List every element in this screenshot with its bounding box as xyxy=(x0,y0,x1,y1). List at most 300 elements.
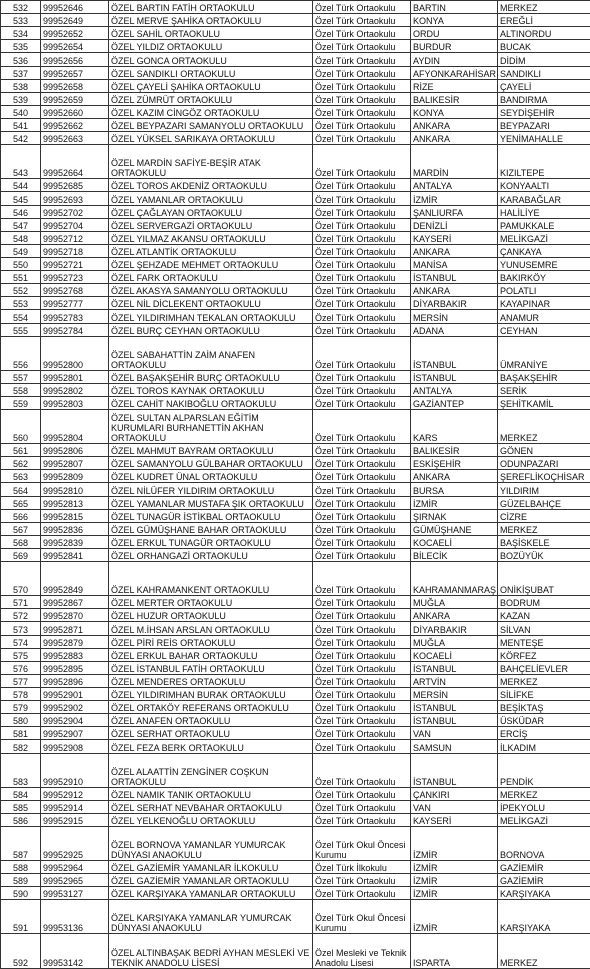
school-name-cell: ÖZEL KUDRET ÜNAL ORTAOKULU xyxy=(109,470,313,483)
province-cell: İZMİR xyxy=(411,496,498,509)
institution-code-cell: 99953127 xyxy=(41,887,109,900)
institution-code-cell: 99952901 xyxy=(41,687,109,700)
district-cell: KIZILTEPE xyxy=(498,145,590,179)
school-name-cell: ÖZEL SERHAT ORTAOKULU xyxy=(109,727,313,740)
row-number-cell: 573 xyxy=(1,622,41,635)
school-type-cell: Özel Türk Ortaokulu xyxy=(313,874,411,887)
province-cell: BURDUR xyxy=(411,40,498,53)
institution-code-cell: 99952813 xyxy=(41,496,109,509)
province-cell: İSTANBUL xyxy=(411,714,498,727)
province-cell: BALIKESİR xyxy=(411,444,498,457)
district-cell: KONYAALTI xyxy=(498,179,590,192)
school-name-cell: ÖZEL KAHRAMANKENT ORTAOKULU xyxy=(109,562,313,596)
table-row xyxy=(1,900,590,934)
province-cell: İZMİR xyxy=(411,826,498,860)
district-cell: SEYDİŞEHİR xyxy=(498,105,590,118)
district-cell: KARŞIYAKA xyxy=(498,887,590,900)
province-cell: İSTANBUL xyxy=(411,701,498,714)
row-number-cell: 540 xyxy=(1,105,41,118)
province-cell: ARTVİN xyxy=(411,674,498,687)
district-cell: BEŞİKTAŞ xyxy=(498,701,590,714)
district-cell: MELİKGAZİ xyxy=(498,231,590,244)
table-row xyxy=(1,861,590,874)
school-type-cell: Özel Türk Ortaokulu xyxy=(313,310,411,323)
institution-code-cell: 99952721 xyxy=(41,257,109,270)
school-type-cell: Özel Türk Ortaokulu xyxy=(313,284,411,297)
table-row xyxy=(1,800,590,813)
province-cell: DİYARBAKIR xyxy=(411,297,498,310)
school-type-cell: Özel Türk Ortaokulu xyxy=(313,323,411,336)
province-cell: İZMİR xyxy=(411,887,498,900)
school-name-cell: ÖZEL NAMIK TANIK ORTAOKULU xyxy=(109,787,313,800)
table-row xyxy=(1,179,590,192)
institution-code-cell: 99952849 xyxy=(41,562,109,596)
school-type-cell: Özel Türk Ortaokulu xyxy=(313,635,411,648)
school-type-cell: Özel Türk Ortaokulu xyxy=(313,535,411,548)
school-name-cell: ÖZEL SERHAT NEVBAHAR ORTAOKULU xyxy=(109,800,313,813)
school-name-cell: ÖZEL BEYPAZARI SAMANYOLU ORTAOKULU xyxy=(109,118,313,131)
institution-code-cell: 99952804 xyxy=(41,410,109,444)
row-number-cell: 590 xyxy=(1,887,41,900)
table-row xyxy=(1,271,590,284)
table-row xyxy=(1,753,590,787)
institution-code-cell: 99952907 xyxy=(41,727,109,740)
district-cell: BEYPAZARI xyxy=(498,118,590,131)
row-number-cell: 554 xyxy=(1,310,41,323)
school-name-cell: ÖZEL BURÇ CEYHAN ORTAOKULU xyxy=(109,323,313,336)
school-name-cell: ÖZEL GAZİEMİR YAMANLAR ORTAOKULU xyxy=(109,874,313,887)
province-cell: DİYARBAKIR xyxy=(411,622,498,635)
table-row xyxy=(1,648,590,661)
district-cell: MERKEZ xyxy=(498,522,590,535)
table-row xyxy=(1,470,590,483)
row-number-cell: 568 xyxy=(1,535,41,548)
province-cell: VAN xyxy=(411,727,498,740)
district-cell: ÜMRANİYE xyxy=(498,336,590,370)
school-name-cell: ÖZEL MARDİN SAFİYE-BEŞİR ATAK ORTAOKULU xyxy=(109,145,313,179)
school-name-cell: ÖZEL SAHİL ORTAOKULU xyxy=(109,27,313,40)
province-cell: BURSA xyxy=(411,483,498,496)
school-name-cell: ÖZEL GONCA ORTAOKULU xyxy=(109,53,313,66)
school-name-cell: ÖZEL MERVE ŞAHİKA ORTAOKULU xyxy=(109,14,313,27)
table-row xyxy=(1,336,590,370)
table-row xyxy=(1,370,590,383)
province-cell: ESKİŞEHİR xyxy=(411,457,498,470)
row-number-cell: 555 xyxy=(1,323,41,336)
school-name-cell: ÖZEL ALAATTİN ZENGİNER COŞKUN ORTAOKULU xyxy=(109,753,313,787)
row-number-cell: 552 xyxy=(1,284,41,297)
district-cell: GÖNEN xyxy=(498,444,590,457)
school-name-cell: ÖZEL SABAHATTİN ZAİM ANAFEN ORTAOKULU xyxy=(109,336,313,370)
district-cell: SİLVAN xyxy=(498,622,590,635)
school-type-cell: Özel Türk İlkokulu xyxy=(313,861,411,874)
province-cell: ŞANLIURFA xyxy=(411,205,498,218)
district-cell: BANDIRMA xyxy=(498,92,590,105)
row-number-cell: 591 xyxy=(1,900,41,934)
province-cell: KARS xyxy=(411,410,498,444)
district-cell: GAZİEMİR xyxy=(498,874,590,887)
row-number-cell: 551 xyxy=(1,271,41,284)
table-row xyxy=(1,284,590,297)
institution-code-cell: 99952867 xyxy=(41,596,109,609)
table-row xyxy=(1,635,590,648)
school-name-cell: ÖZEL NİLÜFER YILDIRIM ORTAOKULU xyxy=(109,483,313,496)
institution-code-cell: 99952883 xyxy=(41,648,109,661)
institution-code-cell: 99952912 xyxy=(41,787,109,800)
district-cell: DİDİM xyxy=(498,53,590,66)
province-cell: ANKARA xyxy=(411,132,498,145)
province-cell: İZMİR xyxy=(411,192,498,205)
table-row xyxy=(1,27,590,40)
row-number-cell: 547 xyxy=(1,218,41,231)
row-number-cell: 586 xyxy=(1,813,41,826)
row-number-cell: 585 xyxy=(1,800,41,813)
school-type-cell: Özel Türk Ortaokulu xyxy=(313,661,411,674)
institution-code-cell: 99952658 xyxy=(41,79,109,92)
province-cell: BARTIN xyxy=(411,1,498,14)
school-type-cell: Özel Türk Ortaokulu xyxy=(313,218,411,231)
school-name-cell: ÖZEL MERTER ORTAOKULU xyxy=(109,596,313,609)
school-type-cell: Özel Türk Ortaokulu xyxy=(313,336,411,370)
school-name-cell: ÖZEL KARŞIYAKA YAMANLAR YUMURCAK DÜNYASI ANAOKULU xyxy=(109,900,313,934)
province-cell: MANİSA xyxy=(411,257,498,270)
institution-code-cell: 99952664 xyxy=(41,145,109,179)
table-row xyxy=(1,383,590,396)
district-cell: YUNUSEMRE xyxy=(498,257,590,270)
row-number-cell: 538 xyxy=(1,79,41,92)
table-row xyxy=(1,457,590,470)
school-name-cell: ÖZEL SULTAN ALPARSLAN EĞİTİM KURUMLARI BURHANETTİN AKHAN ORTAOKULU xyxy=(109,410,313,444)
school-name-cell: ÖZEL TUNAGÜR İSTİKBAL ORTAOKULU xyxy=(109,509,313,522)
table-row xyxy=(1,483,590,496)
school-type-cell: Özel Türk Ortaokulu xyxy=(313,145,411,179)
province-cell: MARDİN xyxy=(411,145,498,179)
school-type-cell: Özel Türk Ortaokulu xyxy=(313,1,411,14)
table-row xyxy=(1,714,590,727)
table-row xyxy=(1,192,590,205)
table-row xyxy=(1,934,590,968)
institution-code-cell: 99952815 xyxy=(41,509,109,522)
province-cell: MERSİN xyxy=(411,687,498,700)
school-type-cell: Özel Türk Ortaokulu xyxy=(313,53,411,66)
row-number-cell: 579 xyxy=(1,701,41,714)
school-type-cell: Özel Türk Ortaokulu xyxy=(313,297,411,310)
table-row xyxy=(1,535,590,548)
school-type-cell: Özel Türk Ortaokulu xyxy=(313,14,411,27)
institution-code-cell: 99952685 xyxy=(41,179,109,192)
district-cell: MERKEZ xyxy=(498,934,590,968)
institution-code-cell: 99952914 xyxy=(41,800,109,813)
row-number-cell: 545 xyxy=(1,192,41,205)
school-type-cell: Özel Türk Ortaokulu xyxy=(313,753,411,787)
school-type-cell: Özel Türk Ortaokulu xyxy=(313,887,411,900)
row-number-cell: 565 xyxy=(1,496,41,509)
row-number-cell: 542 xyxy=(1,132,41,145)
school-type-cell: Özel Türk Ortaokulu xyxy=(313,648,411,661)
province-cell: KOCAELİ xyxy=(411,648,498,661)
school-type-cell: Özel Türk Ortaokulu xyxy=(313,444,411,457)
province-cell: MERSİN xyxy=(411,310,498,323)
institution-code-cell: 99952800 xyxy=(41,336,109,370)
province-cell: ANKARA xyxy=(411,244,498,257)
district-cell: YENİMAHALLE xyxy=(498,132,590,145)
school-name-cell: ÖZEL GAZİEMİR YAMANLAR İLKOKULU xyxy=(109,861,313,874)
district-cell: MENTEŞE xyxy=(498,635,590,648)
table-row xyxy=(1,53,590,66)
row-number-cell: 539 xyxy=(1,92,41,105)
province-cell: ORDU xyxy=(411,27,498,40)
row-number-cell: 580 xyxy=(1,714,41,727)
row-number-cell: 566 xyxy=(1,509,41,522)
district-cell: BAŞAKŞEHİR xyxy=(498,370,590,383)
school-name-cell: ÖZEL YELKENOĞLU ORTAOKULU xyxy=(109,813,313,826)
school-name-cell: ÖZEL ANAFEN ORTAOKULU xyxy=(109,714,313,727)
row-number-cell: 582 xyxy=(1,740,41,753)
table-row xyxy=(1,323,590,336)
school-name-cell: ÖZEL İSTANBUL FATİH ORTAOKULU xyxy=(109,661,313,674)
table-row xyxy=(1,244,590,257)
institution-code-cell: 99952802 xyxy=(41,383,109,396)
school-type-cell: Özel Türk Ortaokulu xyxy=(313,687,411,700)
row-number-cell: 563 xyxy=(1,470,41,483)
school-type-cell: Özel Türk Ortaokulu xyxy=(313,271,411,284)
institution-code-cell: 99952810 xyxy=(41,483,109,496)
institution-code-cell: 99952839 xyxy=(41,535,109,548)
district-cell: ŞEHİTKAMİL xyxy=(498,396,590,409)
school-type-cell: Özel Türk Ortaokulu xyxy=(313,562,411,596)
district-cell: KARABAĞLAR xyxy=(498,192,590,205)
school-type-cell: Özel Türk Ortaokulu xyxy=(313,383,411,396)
row-number-cell: 567 xyxy=(1,522,41,535)
school-name-cell: ÖZEL TOROS AKDENİZ ORTAOKULU xyxy=(109,179,313,192)
school-name-cell: ÖZEL ŞEHZADE MEHMET ORTAOKULU xyxy=(109,257,313,270)
district-cell: BAŞİSKELE xyxy=(498,535,590,548)
district-cell: ODUNPAZARI xyxy=(498,457,590,470)
district-cell: BODRUM xyxy=(498,596,590,609)
province-cell: İZMİR xyxy=(411,874,498,887)
table-row xyxy=(1,787,590,800)
row-number-cell: 587 xyxy=(1,826,41,860)
institution-code-cell: 99952807 xyxy=(41,457,109,470)
institution-code-cell: 99952718 xyxy=(41,244,109,257)
school-type-cell: Özel Türk Okul Öncesi Kurumu xyxy=(313,900,411,934)
province-cell: GAZİANTEP xyxy=(411,396,498,409)
province-cell: KAYSERİ xyxy=(411,231,498,244)
school-type-cell: Özel Türk Ortaokulu xyxy=(313,470,411,483)
table-row xyxy=(1,257,590,270)
school-name-cell: ÖZEL KARŞIYAKA YAMANLAR ORTAOKULU xyxy=(109,887,313,900)
district-cell: ÇAYELİ xyxy=(498,79,590,92)
table-row xyxy=(1,562,590,596)
school-name-cell: ÖZEL YAMANLAR ORTAOKULU xyxy=(109,192,313,205)
school-type-cell: Özel Türk Ortaokulu xyxy=(313,79,411,92)
district-cell: BAHÇELİEVLER xyxy=(498,661,590,674)
school-type-cell: Özel Türk Ortaokulu xyxy=(313,800,411,813)
institution-code-cell: 99952723 xyxy=(41,271,109,284)
school-name-cell: ÖZEL YILDIZ ORTAOKULU xyxy=(109,40,313,53)
school-type-cell: Özel Türk Ortaokulu xyxy=(313,192,411,205)
district-cell: HALİLİYE xyxy=(498,205,590,218)
institution-code-cell: 99952964 xyxy=(41,861,109,874)
row-number-cell: 589 xyxy=(1,874,41,887)
table-row xyxy=(1,118,590,131)
school-type-cell: Özel Türk Ortaokulu xyxy=(313,549,411,562)
table-row xyxy=(1,596,590,609)
district-cell: ANAMUR xyxy=(498,310,590,323)
table-row xyxy=(1,92,590,105)
school-name-cell: ÖZEL SANDIKLI ORTAOKULU xyxy=(109,66,313,79)
province-cell: ANTALYA xyxy=(411,383,498,396)
school-type-cell: Özel Türk Ortaokulu xyxy=(313,496,411,509)
institution-code-cell: 99953142 xyxy=(41,934,109,968)
school-type-cell: Özel Türk Ortaokulu xyxy=(313,244,411,257)
province-cell: ANKARA xyxy=(411,118,498,131)
institution-code-cell: 99952704 xyxy=(41,218,109,231)
province-cell: DENİZLİ xyxy=(411,218,498,231)
district-cell: ALTINORDU xyxy=(498,27,590,40)
institution-code-cell: 99952895 xyxy=(41,661,109,674)
row-number-cell: 569 xyxy=(1,549,41,562)
province-cell: MUĞLA xyxy=(411,596,498,609)
institution-code-cell: 99952803 xyxy=(41,396,109,409)
table-row xyxy=(1,132,590,145)
district-cell: ERCİŞ xyxy=(498,727,590,740)
row-number-cell: 588 xyxy=(1,861,41,874)
school-type-cell: Özel Türk Ortaokulu xyxy=(313,231,411,244)
row-number-cell: 592 xyxy=(1,934,41,968)
school-type-cell: Özel Türk Ortaokulu xyxy=(313,118,411,131)
institution-code-cell: 99952693 xyxy=(41,192,109,205)
school-name-cell: ÖZEL ERKUL TUNAGÜR ORTAOKULU xyxy=(109,535,313,548)
district-cell: İLKADIM xyxy=(498,740,590,753)
district-cell: KARŞIYAKA xyxy=(498,900,590,934)
row-number-cell: 557 xyxy=(1,370,41,383)
district-cell: KAYAPINAR xyxy=(498,297,590,310)
school-type-cell: Özel Türk Ortaokulu xyxy=(313,92,411,105)
school-name-cell: ÖZEL ÇAYELİ ŞAHİKA ORTAOKULU xyxy=(109,79,313,92)
row-number-cell: 571 xyxy=(1,596,41,609)
institution-code-cell: 99952965 xyxy=(41,874,109,887)
table-row xyxy=(1,410,590,444)
table-row xyxy=(1,701,590,714)
school-name-cell: ÖZEL M.İHSAN ARSLAN ORTAOKULU xyxy=(109,622,313,635)
district-cell: MERKEZ xyxy=(498,674,590,687)
institution-code-cell: 99952662 xyxy=(41,118,109,131)
institution-code-cell: 99952915 xyxy=(41,813,109,826)
school-name-cell: ÖZEL YAMANLAR MUSTAFA ŞIK ORTAOKULU xyxy=(109,496,313,509)
row-number-cell: 549 xyxy=(1,244,41,257)
school-name-cell: ÖZEL YILMAZ AKANSU ORTAOKULU xyxy=(109,231,313,244)
province-cell: BİLECİK xyxy=(411,549,498,562)
school-type-cell: Özel Türk Ortaokulu xyxy=(313,813,411,826)
school-name-cell: ÖZEL ÇAĞLAYAN ORTAOKULU xyxy=(109,205,313,218)
district-cell: BAKIRKÖY xyxy=(498,271,590,284)
row-number-cell: 548 xyxy=(1,231,41,244)
institution-code-cell: 99952660 xyxy=(41,105,109,118)
institution-code-cell: 99952925 xyxy=(41,826,109,860)
school-name-cell: ÖZEL AKASYA SAMANYOLU ORTAOKULU xyxy=(109,284,313,297)
table-row xyxy=(1,887,590,900)
row-number-cell: 576 xyxy=(1,661,41,674)
table-row xyxy=(1,674,590,687)
school-name-cell: ÖZEL YILDIRIMHAN TEKALAN ORTAOKULU xyxy=(109,310,313,323)
institution-code-cell: 99952646 xyxy=(41,1,109,14)
school-name-cell: ÖZEL YILDIRIMHAN BURAK ORTAOKULU xyxy=(109,687,313,700)
table-row xyxy=(1,740,590,753)
district-cell: CİZRE xyxy=(498,509,590,522)
district-cell: PAMUKKALE xyxy=(498,218,590,231)
district-cell: ŞEREFLİKOÇHİSAR xyxy=(498,470,590,483)
school-list-body xyxy=(1,1,590,969)
district-cell: PENDİK xyxy=(498,753,590,787)
province-cell: BALIKESİR xyxy=(411,92,498,105)
institution-code-cell: 99952649 xyxy=(41,14,109,27)
school-name-cell: ÖZEL ALTINBAŞAK BEDRİ AYHAN MESLEKİ VE TEKNİK ANADOLU LİSESİ xyxy=(109,934,313,968)
district-cell: MERKEZ xyxy=(498,410,590,444)
table-row xyxy=(1,687,590,700)
row-number-cell: 577 xyxy=(1,674,41,687)
institution-code-cell: 99952712 xyxy=(41,231,109,244)
district-cell: SİLİFKE xyxy=(498,687,590,700)
school-name-cell: ÖZEL CAHİT NAKIBOĞLU ORTAOKULU xyxy=(109,396,313,409)
row-number-cell: 536 xyxy=(1,53,41,66)
province-cell: KOCAELİ xyxy=(411,535,498,548)
table-row xyxy=(1,79,590,92)
row-number-cell: 543 xyxy=(1,145,41,179)
province-cell: KAHRAMANMARAŞ xyxy=(411,562,498,596)
province-cell: KONYA xyxy=(411,105,498,118)
institution-code-cell: 99952652 xyxy=(41,27,109,40)
institution-code-cell: 99952809 xyxy=(41,470,109,483)
school-name-cell: ÖZEL ORTAKÖY REFERANS ORTAOKULU xyxy=(109,701,313,714)
institution-code-cell: 99952871 xyxy=(41,622,109,635)
institution-code-cell: 99952904 xyxy=(41,714,109,727)
school-type-cell: Özel Türk Ortaokulu xyxy=(313,40,411,53)
institution-code-cell: 99952870 xyxy=(41,609,109,622)
district-cell: MELİKGAZİ xyxy=(498,813,590,826)
province-cell: ANKARA xyxy=(411,609,498,622)
district-cell: MERKEZ xyxy=(498,787,590,800)
table-row xyxy=(1,66,590,79)
table-row xyxy=(1,1,590,14)
institution-code-cell: 99952784 xyxy=(41,323,109,336)
institution-code-cell: 99952801 xyxy=(41,370,109,383)
province-cell: AYDIN xyxy=(411,53,498,66)
district-cell: BORNOVA xyxy=(498,826,590,860)
school-type-cell: Özel Türk Ortaokulu xyxy=(313,509,411,522)
row-number-cell: 581 xyxy=(1,727,41,740)
district-cell: EREĞLİ xyxy=(498,14,590,27)
school-name-cell: ÖZEL YÜKSEL SARIKAYA ORTAOKULU xyxy=(109,132,313,145)
district-cell: KÖRFEZ xyxy=(498,648,590,661)
school-type-cell: Özel Türk Ortaokulu xyxy=(313,257,411,270)
school-type-cell: Özel Türk Ortaokulu xyxy=(313,370,411,383)
province-cell: İZMİR xyxy=(411,900,498,934)
row-number-cell: 535 xyxy=(1,40,41,53)
school-type-cell: Özel Türk Ortaokulu xyxy=(313,674,411,687)
institution-code-cell: 99952806 xyxy=(41,444,109,457)
table-row xyxy=(1,549,590,562)
table-row xyxy=(1,813,590,826)
district-cell: GÜZELBAHÇE xyxy=(498,496,590,509)
institution-code-cell: 99952879 xyxy=(41,635,109,648)
province-cell: VAN xyxy=(411,800,498,813)
table-row xyxy=(1,396,590,409)
school-type-cell: Özel Türk Ortaokulu xyxy=(313,27,411,40)
row-number-cell: 572 xyxy=(1,609,41,622)
school-name-cell: ÖZEL SERVERGAZİ ORTAOKULU xyxy=(109,218,313,231)
institution-code-cell: 99952659 xyxy=(41,92,109,105)
